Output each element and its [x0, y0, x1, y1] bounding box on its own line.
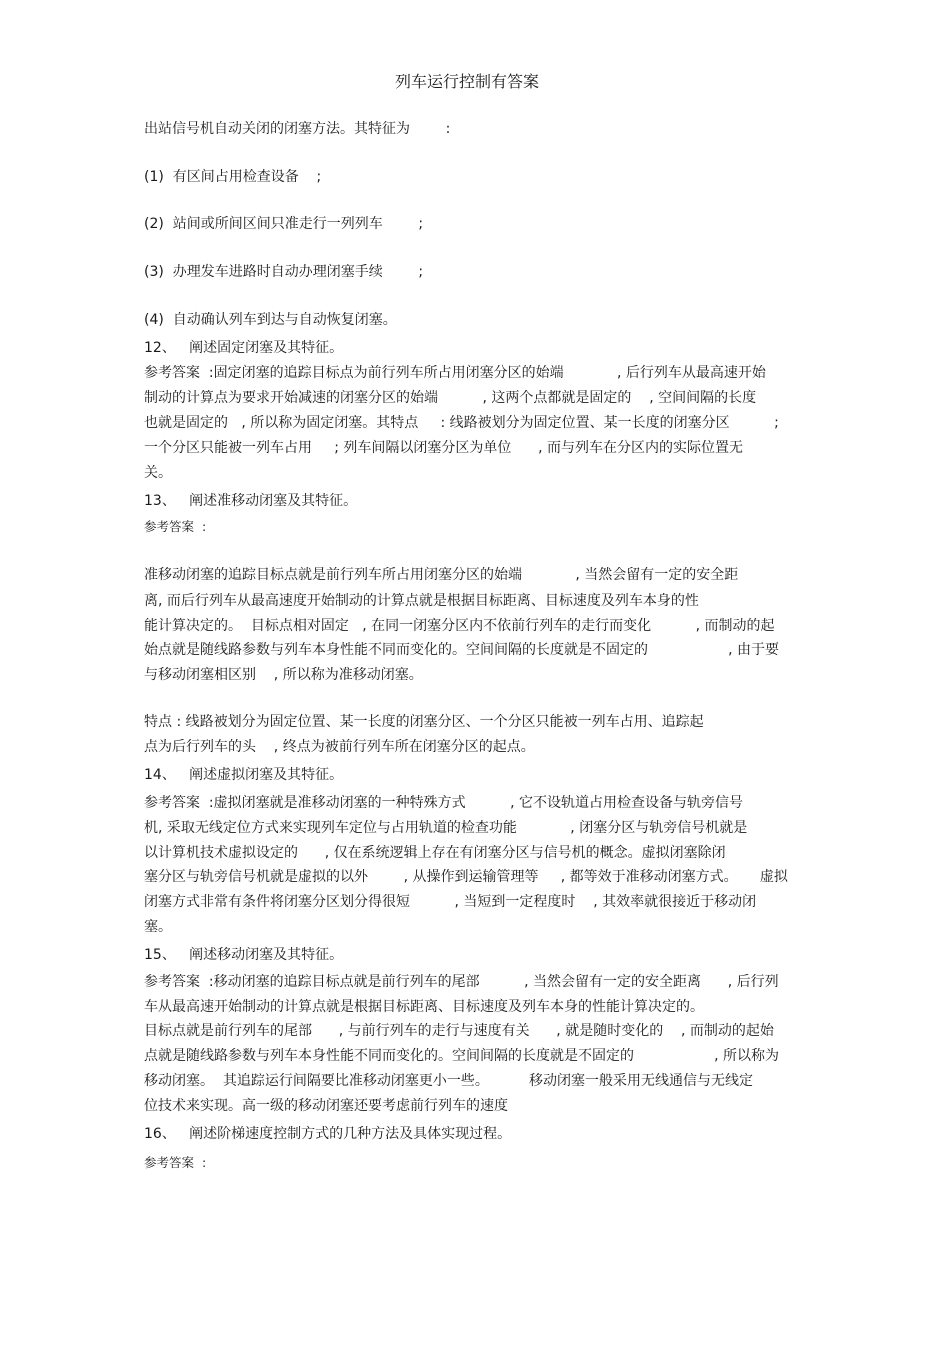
answer-text: 关。	[144, 465, 172, 481]
answer-text: 参考答案 :移动闭塞的追踪目标点就是前行列车的尾部 , 当然会留有一定的安全距离 , 后行列	[144, 974, 779, 990]
page-title: 列车运行控制有答案	[394, 72, 539, 91]
answer-label: 参考答案 :	[144, 1155, 207, 1170]
list-item: (2) 站间或所间区间只准走行一列列车 ;	[144, 216, 424, 232]
answer-text: 点为后行列车的头 , 终点为被前行列车所在闭塞分区的起点。	[144, 739, 535, 755]
answer-text: 塞分区与轨旁信号机就是虚拟的以外 , 从操作到运输管理等 , 都等效于准移动闭塞方式。 虚拟	[144, 869, 788, 885]
answer-text: 特点 : 线路被划分为固定位置、某一长度的闭塞分区、一个分区只能被一列车占用、追踪起	[144, 714, 704, 730]
answer-text: 移动闭塞。 其追踪运行间隔要比准移动闭塞更小一些。 移动闭塞一般采用无线通信与无线定	[144, 1073, 753, 1089]
answer-text: 以计算机技术虚拟设定的 , 仅在系统逻辑上存在有闭塞分区与信号机的概念。虚拟闭塞除闭	[144, 845, 726, 861]
answer-text: 位技术来实现。高一级的移动闭塞还要考虑前行列车的速度	[144, 1098, 508, 1114]
list-item: (3) 办理发车进路时自动办理闭塞手续 ;	[144, 264, 424, 280]
answer-text: 车从最高速开始制动的计算点就是根据目标距离、目标速度及列车本身的性能计算决定的。	[144, 999, 704, 1015]
answer-text: 闭塞方式非常有条件将闭塞分区划分得很短 , 当短到一定程度时 , 其效率就很接近于移动闭	[144, 894, 757, 910]
answer-text: 准移动闭塞的追踪目标点就是前行列车所占用闭塞分区的始端 , 当然会留有一定的安全距	[144, 567, 739, 583]
answer-text: 制动的计算点为要求开始减速的闭塞分区的始端 , 这两个点都就是固定的 , 空间间隔的长度	[144, 390, 757, 406]
answer-text: 也就是固定的 , 所以称为固定闭塞。其特点 : 线路被划分为固定位置、某一长度的闭塞分区 ;	[144, 415, 779, 431]
list-item: (1) 有区间占用检查设备 ;	[144, 169, 322, 185]
list-item: (4) 自动确认列车到达与自动恢复闭塞。	[144, 312, 397, 328]
answer-text: 机, 采取无线定位方式来实现列车定位与占用轨道的检查功能 , 闭塞分区与轨旁信号机就是	[144, 820, 748, 836]
question-heading: 13、 阐述准移动闭塞及其特征。	[144, 493, 358, 509]
answer-label: 参考答案 :	[144, 519, 207, 534]
question-heading: 15、 阐述移动闭塞及其特征。	[144, 947, 344, 963]
intro-text: 出站信号机自动关闭的闭塞方法。其特征为 :	[144, 121, 451, 137]
question-heading: 14、 阐述虚拟闭塞及其特征。	[144, 767, 344, 783]
answer-text: 点就是随线路参数与列车本身性能不同而变化的。空间间隔的长度就是不固定的 , 所以称为	[144, 1048, 780, 1064]
answer-text: 参考答案 :固定闭塞的追踪目标点为前行列车所占用闭塞分区的始端 , 后行列车从最高速开始	[144, 365, 766, 381]
answer-text: 目标点就是前行列车的尾部 , 与前行列车的走行与速度有关 , 就是随时变化的 , 而制动的起始	[144, 1023, 774, 1039]
answer-text: 离, 而后行列车从最高速度开始制动的计算点就是根据目标距离、目标速度及列车本身的性	[144, 593, 699, 609]
answer-text: 塞。	[144, 919, 172, 935]
answer-text: 能计算决定的。 目标点相对固定 , 在同一闭塞分区内不依前行列车的走行而变化 , 而制动的起	[144, 618, 775, 634]
question-heading: 16、 阐述阶梯速度控制方式的几种方法及具体实现过程。	[144, 1126, 512, 1142]
answer-text: 与移动闭塞相区别 , 所以称为准移动闭塞。	[144, 667, 423, 683]
answer-text: 参考答案 :虚拟闭塞就是准移动闭塞的一种特殊方式 , 它不设轨道占用检查设备与轨旁信号	[144, 795, 744, 811]
answer-text: 始点就是随线路参数与列车本身性能不同而变化的。空间间隔的长度就是不固定的 , 由于要	[144, 642, 780, 658]
question-heading: 12、 阐述固定闭塞及其特征。	[144, 340, 344, 356]
answer-text: 一个分区只能被一列车占用 ; 列车间隔以闭塞分区为单位 , 而与列车在分区内的实际位置无	[144, 440, 744, 456]
